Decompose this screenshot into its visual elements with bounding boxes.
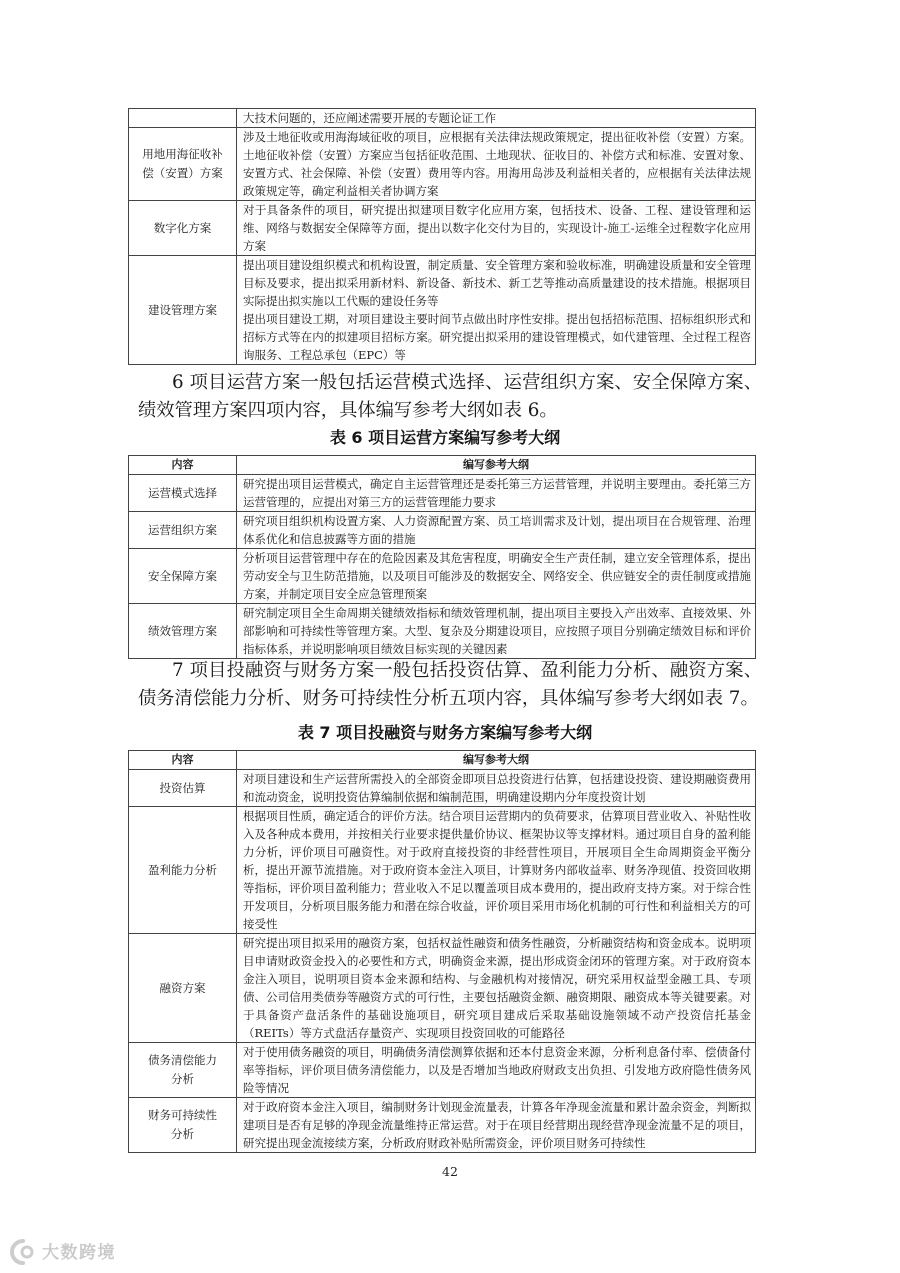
construction-plan-table-continued: [128, 108, 756, 365]
row-content-text: 研究提出项目拟采用的融资方案，包括权益性融资和债务性融资，分析融资结构和资金成本。说明项目申请财政资金投入的必要性和方式，明确资金来源，提出形成资金闭环的管理方案。对于政府资本金注入项目，说明项目资本金来源和结构、与金融机构对接情况，研究采用权益型金融工具、专项债、公司信用类债券等融资方式的可行性，主要包括融资金额、融资期限、融资成本等关键要素。对于具备资产盘活条件的基础设施项目，研究项目建成后采取基础设施领域不动产投资信托基金（REITs）等方式盘活存量资产、实现项目投资回收的可能路径: [243, 936, 751, 1040]
table-6-title: 表 6 项目运营方案编写参考大纲: [329, 428, 561, 447]
row-content: [237, 256, 756, 365]
row-label: 安全保障方案: [129, 549, 237, 604]
header-item: 内容: [129, 456, 237, 475]
row-label: 用地用海征收补 偿（安置）方案: [129, 128, 237, 201]
table-header-row: [129, 456, 756, 475]
row-label: 数字化方案: [129, 201, 237, 256]
header-outline: 编写参考大纲: [237, 751, 756, 770]
watermark-logo-icon: [4, 1237, 40, 1267]
table-7-finance-plan: [128, 750, 756, 1153]
row-label: 运营组织方案: [129, 512, 237, 549]
row-content: [237, 201, 756, 256]
row-label: 投资估算: [129, 770, 237, 807]
row-content-text: 研究提出项目运营模式，确定自主运营管理还是委托第三方运营管理，并说明主要理由。委托第三方运营管理的，应提出对第三方的运营管理能力要求: [243, 477, 751, 509]
row-content-text: 分析项目运营管理中存在的危险因素及其危害程度，明确安全生产责任制，建立安全管理体系，提出劳动安全与卫生防范措施，以及项目可能涉及的数据安全、网络安全、供应链安全的责任制度或措施方案，并制定项目安全应急管理预案: [243, 551, 751, 601]
row-content-text: 对于使用债务融资的项目，明确债务清偿测算依据和还本付息资金来源，分析利息备付率、偿债备付率等指标，评价项目债务清偿能力，以及是否增加当地政府财政支出负担、引发地方政府隐性债务风险等情况: [243, 1045, 751, 1095]
section-6-intro: 6 项目运营方案一般包括运营模式选择、运营组织方案、安全保障方案、绩效管理方案四项内容，具体编写参考大纲如表 6。: [138, 372, 762, 421]
watermark-text: 大数跨境: [42, 1243, 116, 1263]
row-content: [237, 549, 756, 604]
row-content-text: 研究制定项目全生命周期关键绩效指标和绩效管理机制，提出项目主要投入产出效率、直接效果、外部影响和可持续性等管理方案。大型、复杂及分期建设项目，应按照子项目分别确定绩效目标和评价指标体系，并说明影响项目绩效目标实现的关键因素: [243, 606, 751, 656]
table-row: [129, 934, 756, 1043]
table-row: [129, 807, 756, 934]
row-content-text: 涉及土地征收或用海海域征收的项目，应根据有关法律法规政策规定，提出征收补偿（安置）方案。土地征收补偿（安置）方案应当包括征收范围、土地现状、征收目的、补偿方式和标准、安置对象、安置方式、社会保障、补偿（安置）费用等内容。用海用岛涉及利益相关者的，应根据有关法律法规政策规定等，确定利益相关者协调方案: [243, 130, 751, 198]
row-content: [237, 475, 756, 512]
header-outline: 编写参考大纲: [237, 456, 756, 475]
page-number: 42: [442, 1164, 458, 1179]
row-label: 债务清偿能力 分析: [129, 1043, 237, 1098]
table-row: [129, 549, 756, 604]
row-content: [237, 109, 756, 128]
row-label: 融资方案: [129, 934, 237, 1043]
table-row: [129, 201, 756, 256]
row-label: 财务可持续性 分析: [129, 1098, 237, 1153]
table-row: [129, 128, 756, 201]
table-row: [129, 512, 756, 549]
row-label: 盈利能力分析: [129, 807, 237, 934]
row-content-text: 提出项目建设工期，对项目建设主要时间节点做出时序性安排。提出包括招标范围、招标组织形式和招标方式等在内的拟建项目招标方案。研究提出拟采用的建设管理模式，如代建管理、全过程工程咨询服务、工程总承包（EPC）等: [243, 312, 751, 362]
header-item: 内容: [129, 751, 237, 770]
table-row: [129, 1098, 756, 1153]
row-label-empty: [129, 109, 237, 128]
row-content-text: 根据项目性质，确定适合的评价方法。结合项目运营期内的负荷要求，估算项目营业收入、补贴性收入及各种成本费用，并按相关行业要求提供量价协议、框架协议等支撑材料。通过项目自身的盈利能力分析，评价项目可融资性。对于政府直接投资的非经营性项目，开展项目全生命周期资金平衡分析，提出开源节流措施。对于政府资本金注入项目，计算财务内部收益率、财务净现值、投资回收期等指标，评价项目盈利能力；营业收入不足以覆盖项目成本费用的，提出政府支持方案。对于综合性开发项目，分析项目服务能力和潜在综合收益，评价项目采用市场化机制的可行性和利益相关方的可接受性: [243, 809, 751, 931]
row-content: [237, 128, 756, 201]
table-row: [129, 1043, 756, 1098]
row-label: 运营模式选择: [129, 475, 237, 512]
row-content-text: 对项目建设和生产运营所需投入的全部资金即项目总投资进行估算，包括建设投资、建设期融资费用和流动资金，说明投资估算编制依据和编制范围，明确建设期内分年度投资计划: [243, 772, 751, 804]
row-content-text: 提出项目建设组织模式和机构设置，制定质量、安全管理方案和验收标准，明确建设质量和安全管理目标及要求，提出拟采用新材料、新设备、新技术、新工艺等推动高质量建设的技术措施。根据项目实际提出拟实施以工代赈的建设任务等: [243, 258, 751, 308]
row-label: 建设管理方案: [129, 256, 237, 365]
row-content-text: 研究项目组织机构设置方案、人力资源配置方案、员工培训需求及计划，提出项目在合规管理、治理体系优化和信息披露等方面的措施: [243, 514, 751, 546]
row-content: [237, 934, 756, 1043]
row-content: [237, 1098, 756, 1153]
table-row: [129, 475, 756, 512]
table-row: [129, 109, 756, 128]
table-row: [129, 604, 756, 659]
row-content: [237, 604, 756, 659]
row-content: [237, 770, 756, 807]
table-row: [129, 256, 756, 365]
row-content-text: 大技术问题的，还应阐述需要开展的专题论证工作: [243, 111, 496, 125]
row-content: [237, 512, 756, 549]
row-content: [237, 1043, 756, 1098]
row-content-text: 对于政府资本金注入项目，编制财务计划现金流量表，计算各年净现金流量和累计盈余资金，判断拟建项目是否有足够的净现金流量维持正常运营。对于在项目经营期出现经营净现金流量不足的项目，研究提出现金流接续方案，分析政府财政补贴所需资金，评价项目财务可持续性: [243, 1100, 751, 1150]
section-7-intro: 7 项目投融资与财务方案一般包括投资估算、盈利能力分析、融资方案、债务清偿能力分析、财务可持续性分析五项内容，具体编写参考大纲如表 7。: [138, 660, 762, 709]
row-label: 绩效管理方案: [129, 604, 237, 659]
row-content: [237, 807, 756, 934]
table-row: [129, 770, 756, 807]
table-6-operation-plan: [128, 455, 756, 659]
row-content-text: 对于具备条件的项目，研究提出拟建项目数字化应用方案，包括技术、设备、工程、建设管理和运维、网络与数据安全保障等方面，提出以数字化交付为目的，实现设计-施工-运维全过程数字化应用方案: [243, 203, 751, 253]
table-7-title: 表 7 项目投融资与财务方案编写参考大纲: [297, 723, 593, 742]
table-header-row: [129, 751, 756, 770]
